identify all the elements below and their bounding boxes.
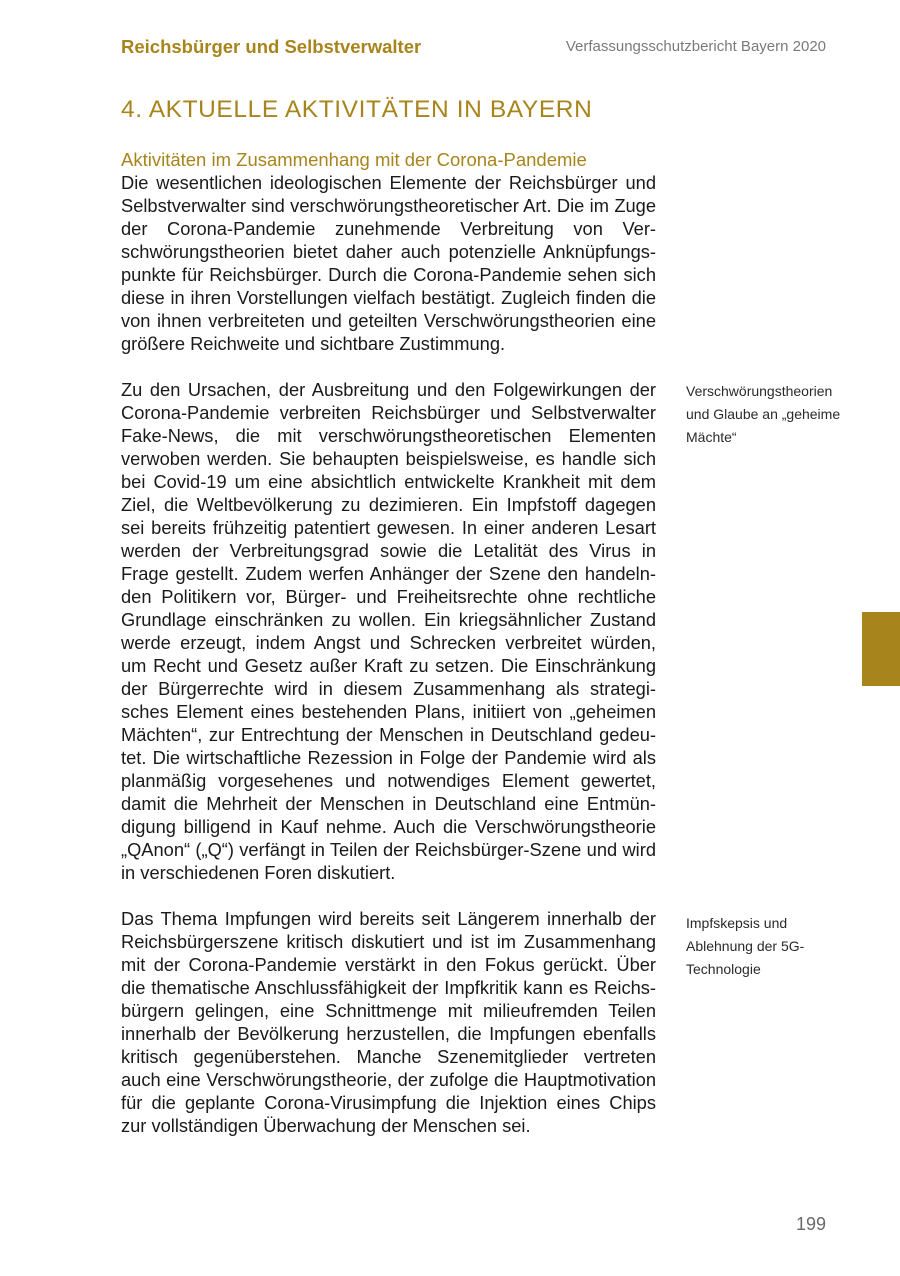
running-header-publication: Verfassungsschutzbericht Bayern 2020 (565, 38, 826, 55)
paragraph-spacer (121, 355, 656, 378)
paragraph-intro: Die wesentlichen ideologischen Elemente der Reichsbürger und Selbstverwalter sind verschwörungstheoretischer Art. Die im Zuge der Corona-Pandemie zunehmende Verbreitung von Verschwörungstheorien bietet daher auch potenzielle Anknüpfungspunkte für Reichsbürger. Durch die Corona-Pandemie sehen sich diese in ihren Vorstellungen vielfach bestätigt. Zugleich finden die von ihnen verbreiteten und geteilten Verschwörungstheorien eine größere Reichweite und sichtbare Zustimmung. (121, 172, 656, 354)
chapter-tab-marker (862, 612, 900, 686)
margin-note-conspiracy: Verschwörungstheorien und Glaube an „geheime Mächte“ (686, 383, 841, 445)
main-text-column (121, 148, 656, 1137)
margin-note-vaccine-skepticism: Impfskepsis und Ablehnung der 5G-Technologie (686, 915, 805, 977)
running-header-section: Reichsbürger und Selbstverwalter (121, 36, 422, 57)
paragraph-spacer (121, 884, 656, 907)
chapter-title: 4. AKTUELLE AKTIVITÄTEN IN BAYERN (121, 96, 593, 123)
paragraph-vaccination: Das Thema Impfungen wird bereits seit Längerem innerhalb der Reichsbürgerszene kritisch diskutiert und ist im Zusammenhang mit der Corona-Pandemie verstärkt in den Fokus gerückt. Über die thematische Anschlussfähigkeit der Impfkritik kann es Reichsbürgern gelingen, eine Schnittmenge mit milieufremden Teilen innerhalb der Bevölkerung herzustellen, die Impfungen ebenfalls kritisch gegenüberstehen. Manche Szenemitglieder vertreten auch eine Verschwörungstheorie, der zufolge die Hauptmotivation für die geplante Corona-Virusimpfung die Injektion eines Chips zur vollständigen Überwachung der Menschen sei. (121, 908, 656, 1136)
page-number: 199 (795, 1214, 826, 1234)
section-subheading: Aktivitäten im Zusammenhang mit der Corona-Pandemie (121, 149, 587, 170)
paragraph-fake-news: Zu den Ursachen, der Ausbreitung und den Folgewirkungen der Corona-Pandemie verbreiten Reichsbürger und Selbstverwalter Fake-News, die mit verschwörungstheoretischen Elementen verwoben werden. Sie behaupten beispielsweise, es handle sich bei Covid-19 um eine absichtlich entwickelte Krankheit mit dem Ziel, die Weltbevölkerung zu dezimieren. Ein Impfstoff dagegen sei bereits frühzeitig patentiert gewesen. In einer anderen Lesart werden der Verbreitungsgrad sowie die Letalität des Virus in Frage gestellt. Zudem werfen Anhänger der Szene den handelnden Politikern vor, Bürger- und Freiheitsrechte ohne rechtliche Grundlage einschränken zu wollen. Ein kriegsähnlicher Zustand werde erzeugt, indem Angst und Schrecken verbreitet würden, um Recht und Gesetz außer Kraft zu setzen. Die Einschränkung der Bürgerrechte wird in diesem Zusammenhang als strategisches Element eines bestehenden Plans, initiiert von „geheimen Mächten“, zur Entrechtung der Menschen in Deutschland gedeutet. Die wirtschaftliche Rezession in Folge der Pandemie wird als planmäßig vorgesehenes und notwendiges Element gewertet, damit die Mehrheit der Menschen in Deutschland eine Entmündigung billigend in Kauf nehme. Auch die Verschwörungstheorie „QAnon“ („Q“) verfängt in Teilen der Reichsbürger-Szene und wird in verschiedenen Foren diskutiert. (121, 379, 656, 883)
